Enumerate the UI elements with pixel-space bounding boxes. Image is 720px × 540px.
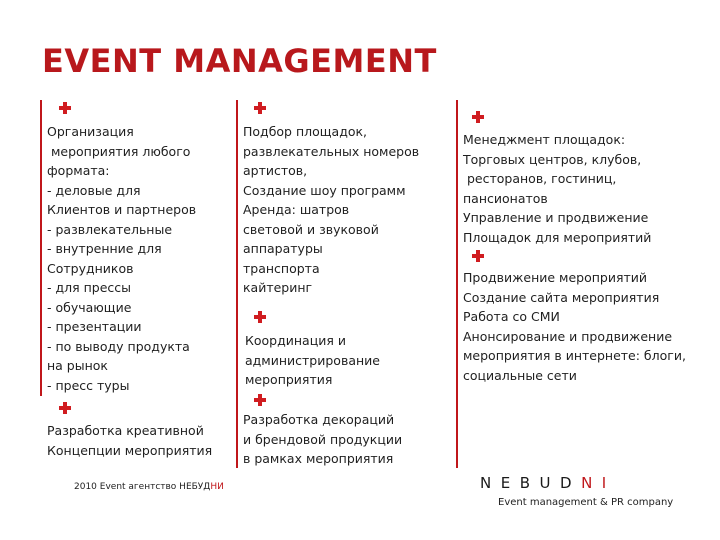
column-2-section-1: Подбор площадок, развлекательных номеров артистов, Создание шоу программ Аренда: шатров световой и звуковой аппаратуры транспорта кайтеринг bbox=[243, 124, 420, 295]
footer-copyright-main: 2010 Event агентство НЕБУД bbox=[74, 482, 211, 492]
plus-icon bbox=[254, 102, 266, 114]
footer-copyright bbox=[74, 482, 224, 492]
column-1-section-2: Разработка креативной Концепции мероприятия bbox=[47, 423, 213, 458]
brand-letter: U bbox=[539, 474, 551, 492]
brand-letter: N bbox=[480, 474, 492, 492]
brand-letter-accent: N bbox=[581, 474, 593, 492]
column-2-section-2: Координация и администрирование мероприятия bbox=[245, 333, 380, 387]
column-divider bbox=[456, 100, 458, 468]
brand-letter: D bbox=[560, 474, 572, 492]
footer-copyright-accent: НИ bbox=[210, 482, 224, 492]
column-2-section-3: Разработка декораций и брендовой продукции в рамках мероприятия bbox=[243, 412, 403, 466]
column-divider bbox=[40, 100, 42, 396]
page-title: EVENT MANAGEMENT bbox=[42, 42, 437, 80]
brand-letter-accent: I bbox=[601, 474, 607, 492]
column-1-section-1: Организация мероприятия любого формата: - деловые для Клиентов и партнеров - развлекательные - внутренние для Сотрудников - для прессы - обучающие - презентации - по выводу продукта на рынок - пресс туры bbox=[47, 124, 197, 393]
column-divider bbox=[236, 100, 238, 468]
column-3-section-2: Продвижение мероприятий Создание сайта мероприятия Работа со СМИ Анонсирование и продвижение мероприятия в интернете: блоги, социальные сети bbox=[463, 270, 686, 383]
plus-icon bbox=[472, 111, 484, 123]
brand-letter: E bbox=[500, 474, 511, 492]
plus-icon bbox=[254, 394, 266, 406]
brand-logo bbox=[480, 474, 690, 492]
brand-letter: B bbox=[519, 474, 531, 492]
plus-icon bbox=[59, 402, 71, 414]
plus-icon bbox=[59, 102, 71, 114]
brand-tagline: Event management & PR company bbox=[498, 497, 674, 508]
plus-icon bbox=[254, 311, 266, 323]
plus-icon bbox=[472, 250, 484, 262]
column-3-section-1: Менеджмент площадок: Торговых центров, клубов, ресторанов, гостиниц, пансионатов Управление и продвижение Площадок для мероприятий bbox=[463, 132, 652, 245]
